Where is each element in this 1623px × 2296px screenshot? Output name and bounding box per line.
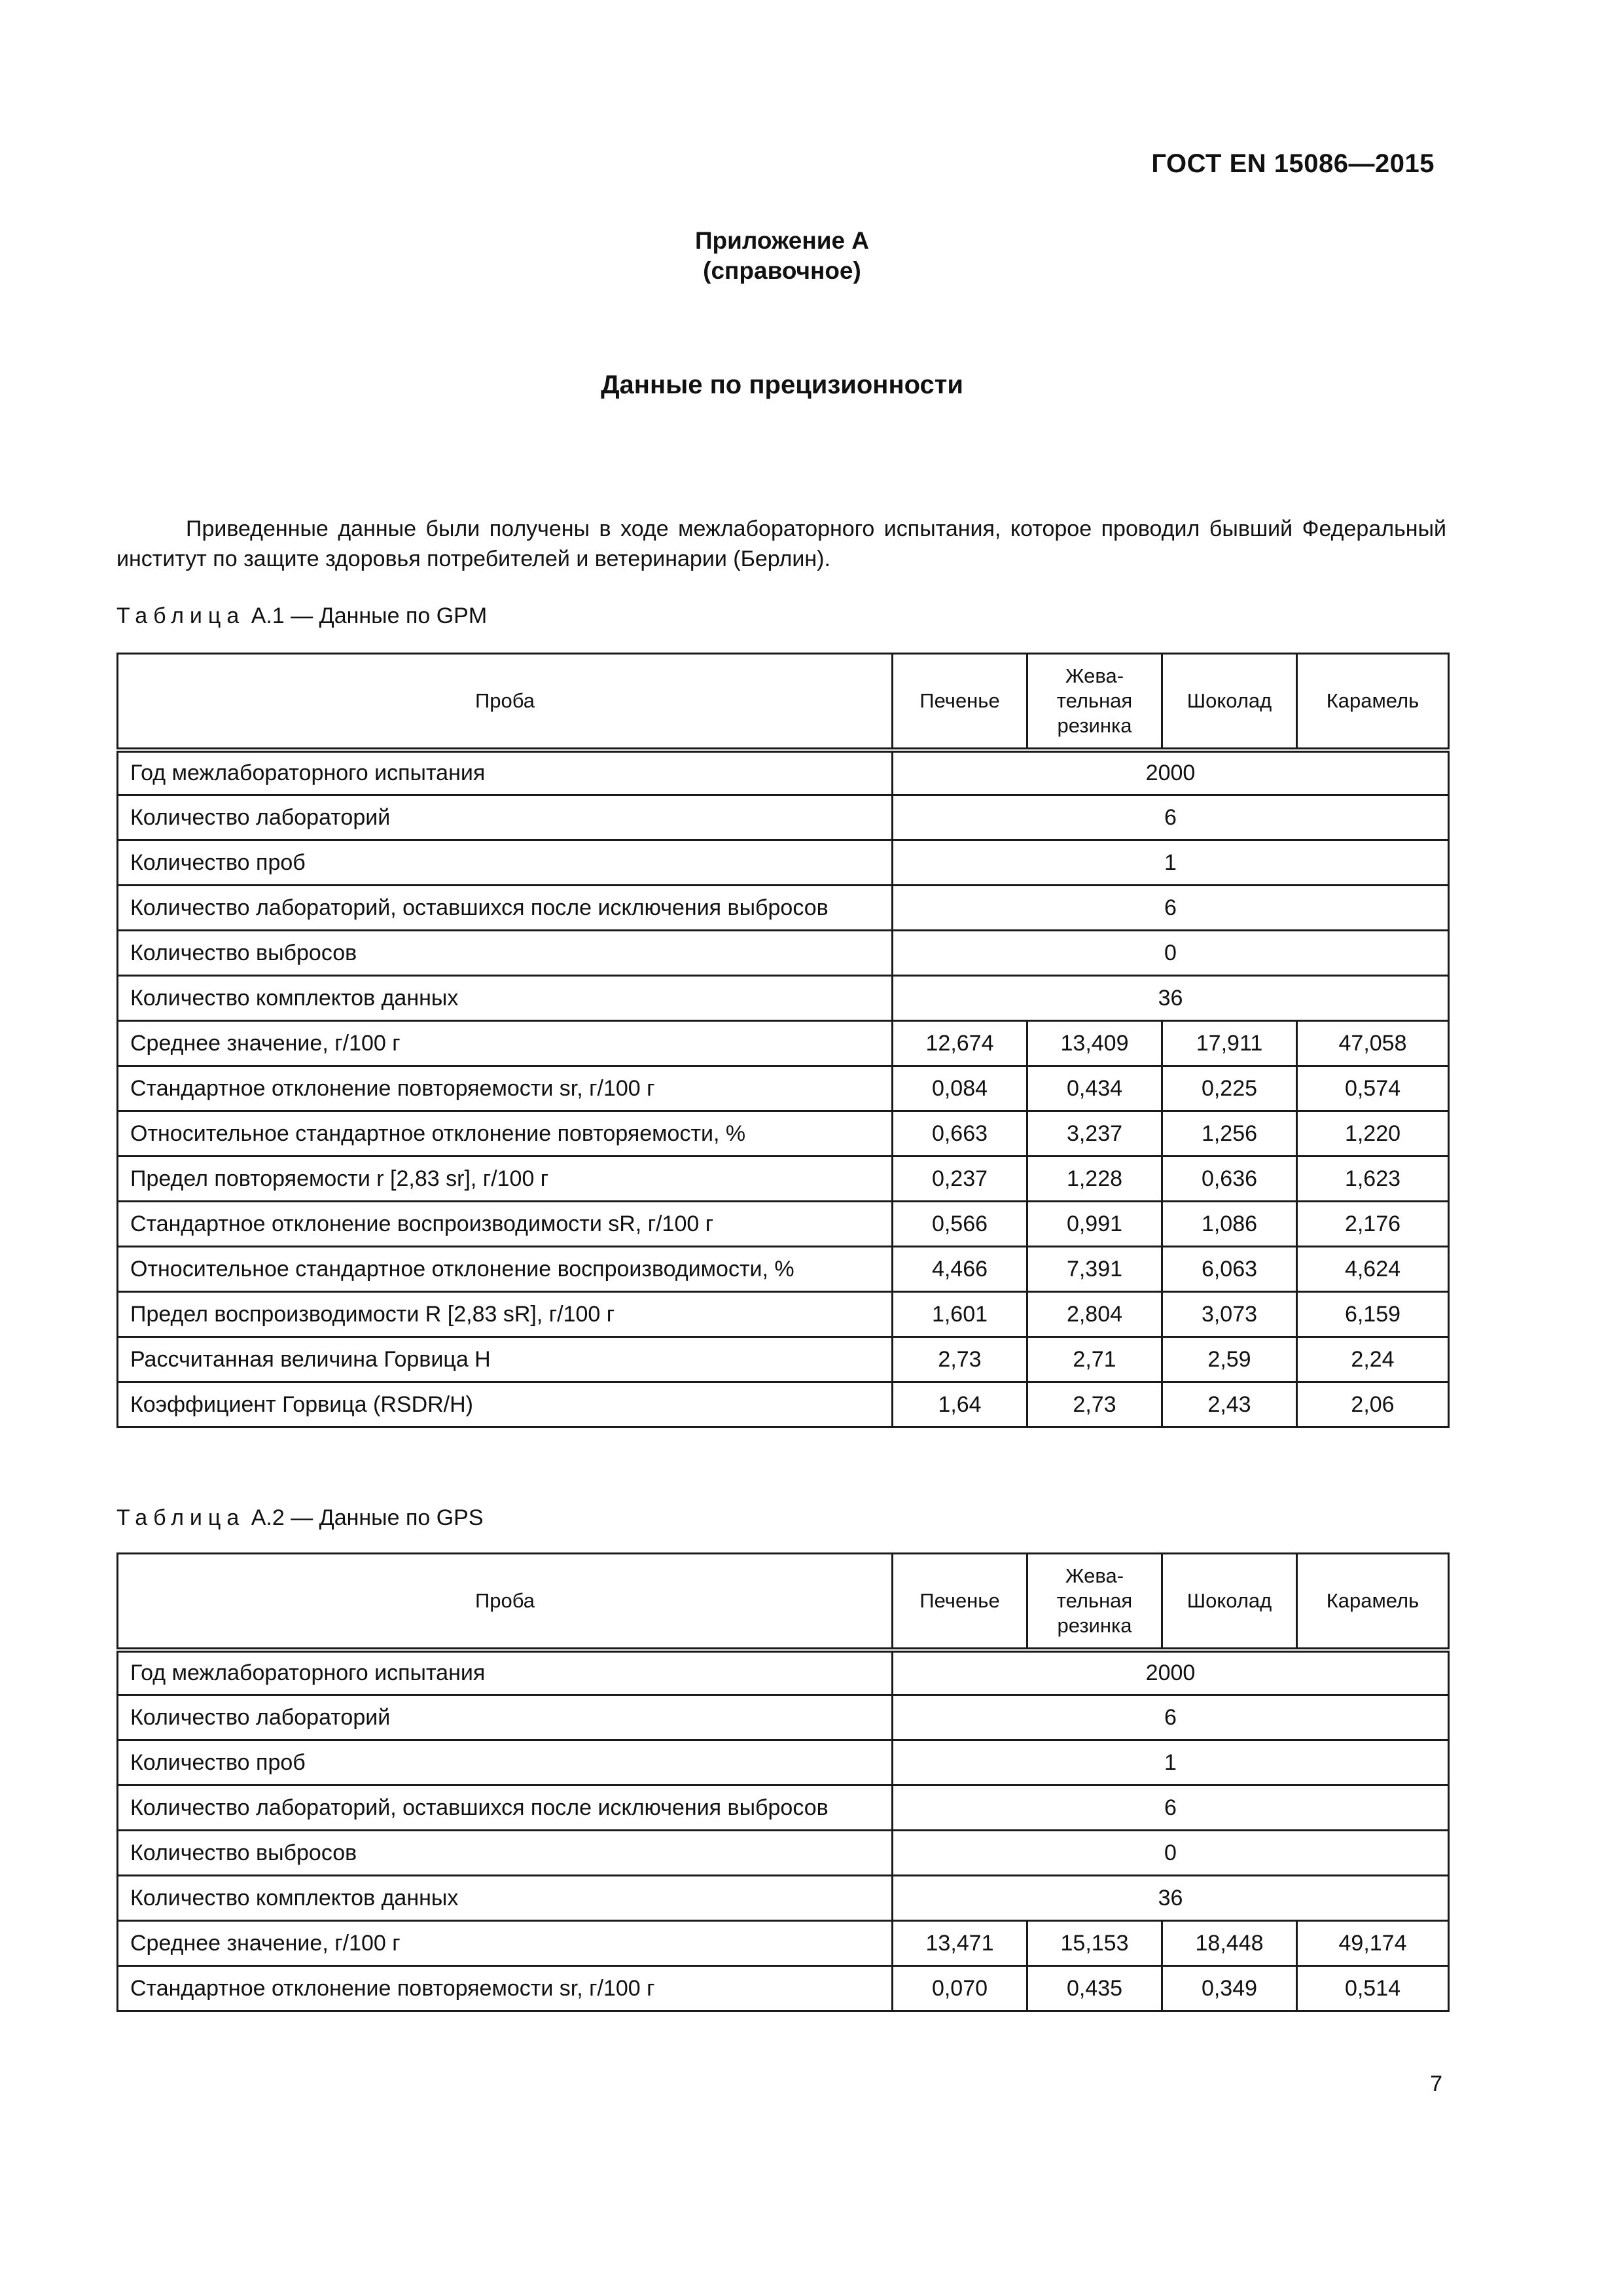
value-cell: 0,237 <box>893 1157 1027 1202</box>
table-header-row <box>118 654 1449 750</box>
row-label: Количество комплектов данных <box>118 976 893 1021</box>
value-cell: 6,159 <box>1297 1292 1449 1337</box>
document-code: ГОСТ EN 15086—2015 <box>1151 149 1435 178</box>
value-cell: 0,434 <box>1027 1066 1162 1111</box>
table-a1-body <box>118 750 1449 1427</box>
header-caramel: Карамель <box>1297 1554 1449 1650</box>
value-cell: 0,566 <box>893 1202 1027 1247</box>
table-row <box>118 1785 1449 1831</box>
value-cell: 3,237 <box>1027 1111 1162 1157</box>
table-a1 <box>116 653 1450 1428</box>
value-cell: 0,574 <box>1297 1066 1449 1111</box>
row-label: Среднее значение, г/100 г <box>118 1921 893 1966</box>
row-label: Стандартное отклонение воспроизводимости sR, г/100 г <box>118 1202 893 1247</box>
annex-subtitle: (справочное) <box>703 257 861 284</box>
row-label: Количество комплектов данных <box>118 1876 893 1921</box>
value-cell: 7,391 <box>1027 1247 1162 1292</box>
table-a2-caption-word: Таблица <box>116 1505 245 1530</box>
row-label: Год межлабораторного испытания <box>118 1650 893 1695</box>
merged-value-cell: 0 <box>893 931 1449 976</box>
table-row <box>118 1966 1449 2011</box>
table-row <box>118 1247 1449 1292</box>
table-row <box>118 1921 1449 1966</box>
value-cell: 2,804 <box>1027 1292 1162 1337</box>
table-row <box>118 886 1449 931</box>
table-row <box>118 1066 1449 1111</box>
merged-value-cell: 1 <box>893 1740 1449 1785</box>
header-caramel: Карамель <box>1297 654 1449 750</box>
header-chewing-gum: Жева- тельная резинка <box>1027 654 1162 750</box>
row-label: Предел воспроизводимости R [2,83 sR], г/100 г <box>118 1292 893 1337</box>
row-label: Количество лабораторий <box>118 1695 893 1740</box>
merged-value-cell: 0 <box>893 1831 1449 1876</box>
header-chewing-gum: Жева- тельная резинка <box>1027 1554 1162 1650</box>
value-cell: 2,71 <box>1027 1337 1162 1382</box>
row-label: Количество проб <box>118 840 893 886</box>
value-cell: 2,43 <box>1162 1382 1297 1427</box>
annex-title: Приложение А <box>694 227 870 254</box>
value-cell: 47,058 <box>1297 1021 1449 1066</box>
merged-value-cell: 2000 <box>893 1650 1449 1695</box>
row-label: Количество выбросов <box>118 931 893 976</box>
table-row <box>118 1157 1449 1202</box>
table-row <box>118 1876 1449 1921</box>
row-label: Рассчитанная величина Горвица H <box>118 1337 893 1382</box>
table-row <box>118 750 1449 795</box>
table-row <box>118 1650 1449 1695</box>
table-a1-caption-word: Таблица <box>116 603 245 628</box>
row-label: Предел повторяемости r [2,83 sr], г/100 г <box>118 1157 893 1202</box>
merged-value-cell: 36 <box>893 1876 1449 1921</box>
table-a2-caption <box>116 1505 484 1531</box>
header-cookies: Печенье <box>893 1554 1027 1650</box>
table-row <box>118 1740 1449 1785</box>
table-a2 <box>116 1552 1450 2012</box>
row-label: Среднее значение, г/100 г <box>118 1021 893 1066</box>
value-cell: 2,24 <box>1297 1337 1449 1382</box>
value-cell: 0,991 <box>1027 1202 1162 1247</box>
value-cell: 2,73 <box>1027 1382 1162 1427</box>
table-a1-caption-text: А.1 — Данные по GPM <box>245 603 488 628</box>
value-cell: 0,225 <box>1162 1066 1297 1111</box>
header-chocolate: Шоколад <box>1162 654 1297 750</box>
annex-heading <box>0 226 1564 286</box>
header-chocolate: Шоколад <box>1162 1554 1297 1650</box>
value-cell: 0,514 <box>1297 1966 1449 2011</box>
table-header-row <box>118 1554 1449 1650</box>
value-cell: 2,06 <box>1297 1382 1449 1427</box>
value-cell: 2,73 <box>893 1337 1027 1382</box>
value-cell: 2,59 <box>1162 1337 1297 1382</box>
value-cell: 4,624 <box>1297 1247 1449 1292</box>
row-label: Количество лабораторий, оставшихся после исключения выбросов <box>118 886 893 931</box>
value-cell: 3,073 <box>1162 1292 1297 1337</box>
value-cell: 4,466 <box>893 1247 1027 1292</box>
row-label: Количество проб <box>118 1740 893 1785</box>
row-label: Относительное стандартное отклонение воспроизводимости, % <box>118 1247 893 1292</box>
page-number: 7 <box>1430 2072 1442 2096</box>
value-cell: 18,448 <box>1162 1921 1297 1966</box>
table-a2-caption-text: А.2 — Данные по GPS <box>245 1505 484 1530</box>
value-cell: 17,911 <box>1162 1021 1297 1066</box>
value-cell: 0,435 <box>1027 1966 1162 2011</box>
value-cell: 1,256 <box>1162 1111 1297 1157</box>
value-cell: 49,174 <box>1297 1921 1449 1966</box>
section-title: Данные по прецизионности <box>601 370 963 399</box>
value-cell: 0,663 <box>893 1111 1027 1157</box>
value-cell: 1,228 <box>1027 1157 1162 1202</box>
row-label: Относительное стандартное отклонение повторяемости, % <box>118 1111 893 1157</box>
intro-paragraph: Приведенные данные были получены в ходе межлабораторного испытания, которое проводил бывший Федеральный институт по защите здоровья потребителей и ветеринарии (Берлин). <box>116 516 1446 571</box>
merged-value-cell: 1 <box>893 840 1449 886</box>
merged-value-cell: 36 <box>893 976 1449 1021</box>
table-row <box>118 1337 1449 1382</box>
row-label: Количество лабораторий <box>118 795 893 840</box>
table-row <box>118 840 1449 886</box>
table-row <box>118 1021 1449 1066</box>
value-cell: 2,176 <box>1297 1202 1449 1247</box>
value-cell: 12,674 <box>893 1021 1027 1066</box>
merged-value-cell: 6 <box>893 795 1449 840</box>
value-cell: 1,220 <box>1297 1111 1449 1157</box>
value-cell: 1,64 <box>893 1382 1027 1427</box>
merged-value-cell: 6 <box>893 886 1449 931</box>
value-cell: 0,636 <box>1162 1157 1297 1202</box>
header-sample: Проба <box>118 654 893 750</box>
row-label: Год межлабораторного испытания <box>118 750 893 795</box>
table-row <box>118 931 1449 976</box>
table-row <box>118 1111 1449 1157</box>
row-label: Количество выбросов <box>118 1831 893 1876</box>
merged-value-cell: 6 <box>893 1785 1449 1831</box>
header-cookies: Печенье <box>893 654 1027 750</box>
value-cell: 13,409 <box>1027 1021 1162 1066</box>
value-cell: 1,086 <box>1162 1202 1297 1247</box>
table-row <box>118 1695 1449 1740</box>
value-cell: 0,349 <box>1162 1966 1297 2011</box>
value-cell: 1,601 <box>893 1292 1027 1337</box>
merged-value-cell: 6 <box>893 1695 1449 1740</box>
value-cell: 0,084 <box>893 1066 1027 1111</box>
row-label: Стандартное отклонение повторяемости sr, г/100 г <box>118 1966 893 2011</box>
table-row <box>118 1202 1449 1247</box>
table-a1-caption <box>116 603 487 629</box>
table-row <box>118 1382 1449 1427</box>
table-row <box>118 1292 1449 1337</box>
row-label: Количество лабораторий, оставшихся после исключения выбросов <box>118 1785 893 1831</box>
value-cell: 0,070 <box>893 1966 1027 2011</box>
merged-value-cell: 2000 <box>893 750 1449 795</box>
table-row <box>118 795 1449 840</box>
table-row <box>118 976 1449 1021</box>
row-label: Стандартное отклонение повторяемости sr, г/100 г <box>118 1066 893 1111</box>
table-row <box>118 1831 1449 1876</box>
value-cell: 6,063 <box>1162 1247 1297 1292</box>
header-sample: Проба <box>118 1554 893 1650</box>
value-cell: 13,471 <box>893 1921 1027 1966</box>
row-label: Коэффициент Горвица (RSDR/H) <box>118 1382 893 1427</box>
table-a2-body <box>118 1650 1449 2011</box>
value-cell: 1,623 <box>1297 1157 1449 1202</box>
value-cell: 15,153 <box>1027 1921 1162 1966</box>
